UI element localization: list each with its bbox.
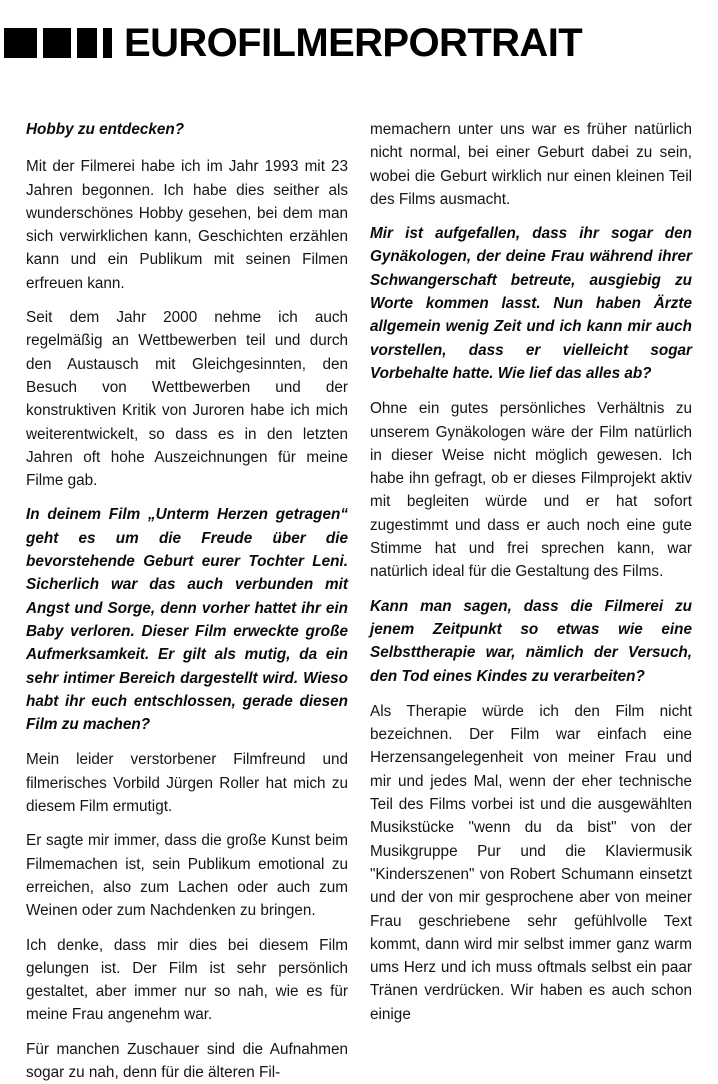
- paragraph-left-3: Mein leider verstorbener Filmfreund und filmerisches Vorbild Jürgen Roller hat mich zu diesem Film ermutigt.: [26, 751, 348, 816]
- decorative-bar-2-icon: [43, 28, 71, 58]
- page-title: EUROFILMERPORTRAIT: [124, 21, 583, 65]
- article-body: [0, 118, 718, 1081]
- interview-question-gynaekologe: Mir ist aufgefallen, dass ihr sogar den Gynäkologen, der deine Frau während ihrer Schwangerschaft betreute, ausgiebig zu Worte kommen lasst. Nun haben Ärzte allgemein wenig Zeit und ich kann mir auch vorstellen, dass er vielleicht sogar Vorbehalte hatte. Wie lief das alles ab?: [370, 225, 692, 382]
- paragraph-right-2: Ohne ein gutes persönliches Verhältnis zu unserem Gynäkologen wäre der Film natürlich in dieser Weise nicht möglich gewesen. Ich habe ihn gefragt, ob er dieses Filmprojekt aktiv mit begleiten würde und er hat sofort zugestimmt und dass er auch noch eine gute Stimme hat und frei sprechen kann, war natürlich ideal für die Gestaltung des Films.: [370, 400, 692, 581]
- paragraph-left-6: Für manchen Zuschauer sind die Aufnahmen sogar zu nah, denn für die älteren Fil-: [26, 1040, 348, 1081]
- masthead-bar-decoration: [4, 28, 112, 58]
- left-column: [26, 118, 348, 1081]
- interview-question-unterm-herzen-getragen: In deinem Film „Unterm Herzen getragen“ geht es um die Freude über die bevorstehende Geburt eurer Tochter Leni. Sicherlich war das auch verbunden mit Angst und Sorge, denn vorher hattet ihr ein Baby verloren. Dieser Film erweckte große Aufmerksamkeit. Er gilt als mutig, da ein sehr intimer Bereich dargestellt wird. Wieso habt ihr euch entschlossen, gerade diesen Film zu machen?: [26, 506, 348, 734]
- paragraph-right-1: memachern unter uns war es früher natürlich nicht normal, bei einer Geburt dabei zu sein, wobei die Geburt wirklich nur einen kleinen Teil des Films ausmacht.: [370, 121, 692, 208]
- paragraph-left-5: Ich denke, dass mir dies bei diesem Film gelungen ist. Der Film ist sehr persönlich gestaltet, aber immer nur so nah, wie es für meine Frau angenehm war.: [26, 936, 348, 1024]
- paragraph-right-3: Als Therapie würde ich den Film nicht bezeichnen. Der Film war einfach eine Herzensangelegenheit von meiner Frau und mir und jedes Mal, wenn der eher technische Teil des Films vorbei ist und die ausgewählten Musikstücke "wenn du da bist" von der Musikgruppe Pur und die Klaviermusik "Kinderszenen" von Robert Schumann einsetzt und der von mir gesprochene aber von meiner Frau geschriebene sehr gefühlvolle Text kommt, dann wird mir selbst immer ganz warm ums Herz und ich muss oftmals selbst ein paar Tränen verdrücken. Wir haben es auch schon einige: [370, 702, 692, 1023]
- paragraph-left-4: Er sagte mir immer, dass die große Kunst beim Filmemachen ist, sein Publikum emotional zu erreichen, also zum Lachen oder auch zum Weinen oder zum Nachdenken zu bringen.: [26, 832, 348, 920]
- masthead: [0, 0, 718, 96]
- interview-question-hobby: Hobby zu entdecken?: [26, 121, 185, 138]
- right-column: [370, 118, 692, 1023]
- interview-question-selbsttherapie: Kann man sagen, dass die Filmerei zu jenem Zeitpunkt so etwas wie eine Selbsttherapie war, nämlich der Versuch, den Tod eines Kindes zu verarbeiten?: [370, 597, 692, 685]
- decorative-bar-3-icon: [77, 28, 97, 58]
- decorative-bar-4-icon: [103, 28, 112, 58]
- decorative-bar-1-icon: [4, 28, 37, 58]
- paragraph-left-2: Seit dem Jahr 2000 nehme ich auch regelmäßig an Wettbewerben teil und durch den Austausch mit Gleichgesinnten, den Besuch von Wettbewerben und der konstruktiven Kritik von Juroren habe ich mich weiterentwickelt, so dass es in den letzten Jahren oft hohe Auszeichnungen für meine Filme gab.: [26, 309, 348, 490]
- paragraph-left-1: Mit der Filmerei habe ich im Jahr 1993 mit 23 Jahren begonnen. Ich habe dies seither als wunderschönes Hobby gesehen, bei dem man sich verwirklichen kann, Geschichten erzählen kann und ein Publikum mit seinen Filmen erfreuen kann.: [26, 158, 348, 292]
